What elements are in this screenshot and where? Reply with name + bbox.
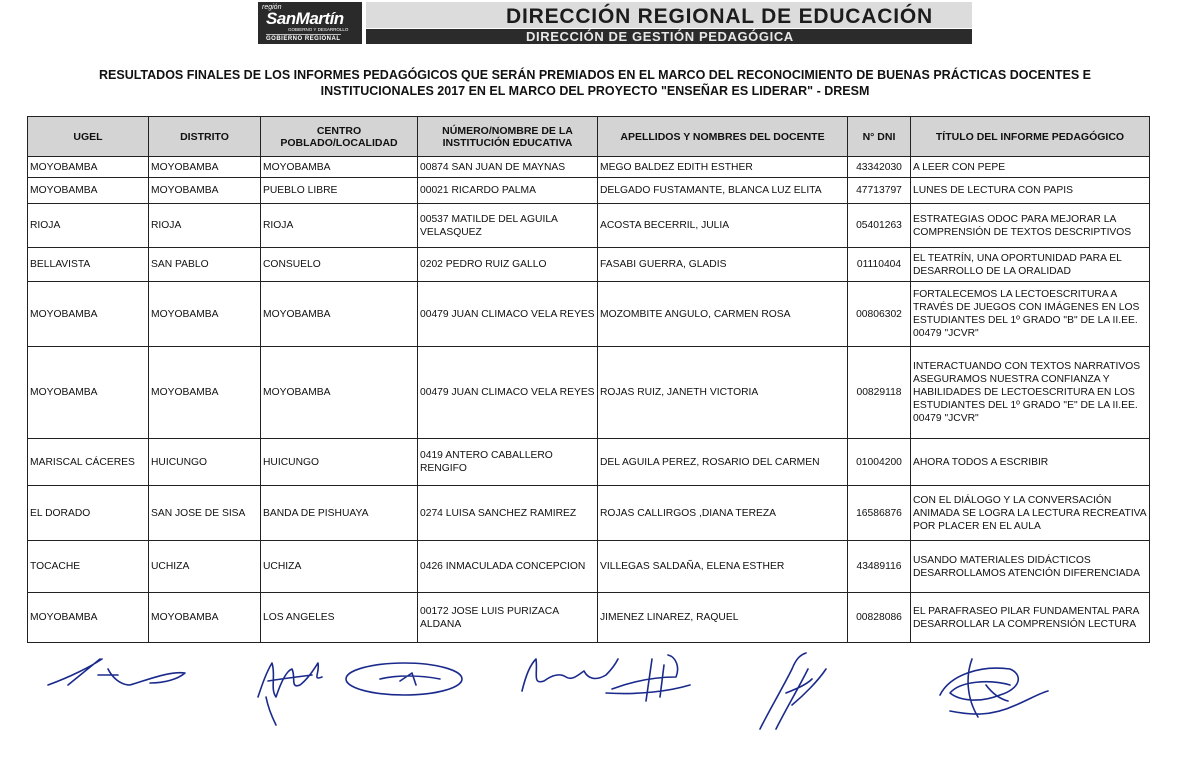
col-header-distrito: DISTRITO <box>149 117 261 157</box>
header-banner <box>258 2 972 44</box>
results-table <box>27 116 1150 643</box>
cell-distrito: HUICUNGO <box>149 439 261 486</box>
col-header-docente: APELLIDOS Y NOMBRES DEL DOCENTE <box>598 117 848 157</box>
table-row <box>28 541 1150 593</box>
cell-titulo: A LEER CON PEPE <box>911 157 1150 178</box>
table-row <box>28 204 1150 248</box>
cell-ugel: BELLAVISTA <box>28 248 149 282</box>
cell-institucion: 00537 MATILDE DEL AGUILA VELASQUEZ <box>418 204 598 248</box>
signature-6 <box>940 659 1048 717</box>
title-bar <box>366 2 972 28</box>
cell-docente: FASABI GUERRA, GLADIS <box>598 248 848 282</box>
logo-brand-text: SanMartín <box>266 9 344 28</box>
cell-docente: VILLEGAS SALDAÑA, ELENA ESTHER <box>598 541 848 593</box>
cell-titulo: LUNES DE LECTURA CON PAPIS <box>911 178 1150 204</box>
heading-line-2: INSTITUCIONALES 2017 EN EL MARCO DEL PROYECTO "ENSEÑAR ES LIDERAR" - DRESM <box>320 84 870 98</box>
cell-centro: MOYOBAMBA <box>261 347 418 439</box>
cell-institucion: 00172 JOSE LUIS PURIZACA ALDANA <box>418 593 598 643</box>
cell-docente: ROJAS CALLIRGOS ,DIANA TEREZA <box>598 486 848 541</box>
col-header-dni: N° DNI <box>848 117 911 157</box>
cell-ugel: MARISCAL CÁCERES <box>28 439 149 486</box>
cell-ugel: EL DORADO <box>28 486 149 541</box>
col-header-titulo: TÍTULO DEL INFORME PEDAGÓGICO <box>911 117 1150 157</box>
cell-distrito: MOYOBAMBA <box>149 157 261 178</box>
cell-centro: MOYOBAMBA <box>261 157 418 178</box>
cell-distrito: SAN JOSE DE SISA <box>149 486 261 541</box>
table-row <box>28 486 1150 541</box>
cell-institucion: 00479 JUAN CLIMACO VELA REYES <box>418 347 598 439</box>
cell-centro: HUICUNGO <box>261 439 418 486</box>
table-row <box>28 593 1150 643</box>
cell-centro: BANDA DE PISHUAYA <box>261 486 418 541</box>
cell-distrito: SAN PABLO <box>149 248 261 282</box>
table-header-row <box>28 117 1150 157</box>
signature-4 <box>522 655 690 701</box>
cell-docente: DELGADO FUSTAMANTE, BLANCA LUZ ELITA <box>598 178 848 204</box>
cell-titulo: USANDO MATERIALES DIDÁCTICOS DESARROLLAMOS ATENCIÓN DIFERENCIADA <box>911 541 1150 593</box>
cell-distrito: RIOJA <box>149 204 261 248</box>
cell-titulo: ESTRATEGIAS ODOC PARA MEJORAR LA COMPRENSIÓN DE TEXTOS DESCRIPTIVOS <box>911 204 1150 248</box>
cell-centro: MOYOBAMBA <box>261 282 418 347</box>
logo-region-text: región <box>262 4 282 11</box>
cell-titulo: CON EL DIÁLOGO Y LA CONVERSACIÓN ANIMADA SE LOGRA LA LECTURA RECREATIVA POR PLACER EN EL AULA <box>911 486 1150 541</box>
signatures-area <box>0 645 1191 761</box>
cell-institucion: 00479 JUAN CLIMACO VELA REYES <box>418 282 598 347</box>
cell-institucion: 0274 LUISA SANCHEZ RAMIREZ <box>418 486 598 541</box>
cell-distrito: MOYOBAMBA <box>149 282 261 347</box>
cell-institucion: 0419 ANTERO CABALLERO RENGIFO <box>418 439 598 486</box>
cell-docente: DEL AGUILA PEREZ, ROSARIO DEL CARMEN <box>598 439 848 486</box>
logo-subtext: GOBIERNO Y DESARROLLO <box>288 27 349 32</box>
cell-institucion: 0202 PEDRO RUIZ GALLO <box>418 248 598 282</box>
cell-centro: LOS ANGELES <box>261 593 418 643</box>
table-row <box>28 439 1150 486</box>
cell-titulo: INTERACTUANDO CON TEXTOS NARRATIVOS ASEGURAMOS NUESTRA CONFIANZA Y HABILIDADES DE LECTOESCRITURA EN LOS ESTUDIANTES DEL 1º GRADO "E" DE LA II.EE. 00479 "JCVR" <box>911 347 1150 439</box>
cell-dni: 05401263 <box>848 204 911 248</box>
heading-line-1: RESULTADOS FINALES DE LOS INFORMES PEDAGÓGICOS QUE SERÁN PREMIADOS EN EL MARCO DEL RECONOCIMIENTO DE BUENAS PRÁCTICAS DOCENTES E <box>99 68 1091 82</box>
page-title: DIRECCIÓN REGIONAL DE EDUCACIÓN <box>506 5 933 28</box>
cell-dni: 00828086 <box>848 593 911 643</box>
cell-ugel: MOYOBAMBA <box>28 347 149 439</box>
cell-dni: 00829118 <box>848 347 911 439</box>
table-row <box>28 282 1150 347</box>
cell-dni: 16586876 <box>848 486 911 541</box>
cell-ugel: MOYOBAMBA <box>28 282 149 347</box>
table-row <box>28 157 1150 178</box>
cell-docente: MEGO BALDEZ EDITH ESTHER <box>598 157 848 178</box>
signature-2 <box>258 663 322 725</box>
document-heading <box>30 67 1160 99</box>
cell-ugel: RIOJA <box>28 204 149 248</box>
cell-titulo: FORTALECEMOS LA LECTOESCRITURA A TRAVÉS DE JUEGOS CON IMÁGENES EN LOS ESTUDIANTES DEL 1º GRADO "B" DE LA II.EE. 00479 "JCVR" <box>911 282 1150 347</box>
col-header-centro-poblado: CENTRO POBLADO/LOCALIDAD <box>261 117 418 157</box>
cell-institucion: 00021 RICARDO PALMA <box>418 178 598 204</box>
signature-5 <box>760 653 826 729</box>
cell-institucion: 0426 INMACULADA CONCEPCION <box>418 541 598 593</box>
cell-centro: RIOJA <box>261 204 418 248</box>
col-header-institucion: NÚMERO/NOMBRE DE LA INSTITUCIÓN EDUCATIVA <box>418 117 598 157</box>
cell-dni: 01004200 <box>848 439 911 486</box>
cell-centro: UCHIZA <box>261 541 418 593</box>
cell-centro: CONSUELO <box>261 248 418 282</box>
cell-distrito: MOYOBAMBA <box>149 593 261 643</box>
cell-distrito: UCHIZA <box>149 541 261 593</box>
cell-distrito: MOYOBAMBA <box>149 178 261 204</box>
table-row <box>28 248 1150 282</box>
cell-titulo: AHORA TODOS A ESCRIBIR <box>911 439 1150 486</box>
cell-institucion: 00874 SAN JUAN DE MAYNAS <box>418 157 598 178</box>
page-subtitle: DIRECCIÓN DE GESTIÓN PEDAGÓGICA <box>526 29 794 44</box>
cell-dni: 00806302 <box>848 282 911 347</box>
cell-ugel: TOCACHE <box>28 541 149 593</box>
cell-titulo: EL PARAFRASEO PILAR FUNDAMENTAL PARA DESARROLLAR LA COMPRENSIÓN LECTURA <box>911 593 1150 643</box>
signature-3 <box>346 663 462 695</box>
cell-dni: 47713797 <box>848 178 911 204</box>
cell-docente: ROJAS RUIZ, JANETH VICTORIA <box>598 347 848 439</box>
table-row <box>28 347 1150 439</box>
cell-dni: 01110404 <box>848 248 911 282</box>
cell-dni: 43342030 <box>848 157 911 178</box>
subtitle-bar <box>366 29 972 44</box>
table-row <box>28 178 1150 204</box>
cell-distrito: MOYOBAMBA <box>149 347 261 439</box>
col-header-ugel: UGEL <box>28 117 149 157</box>
cell-ugel: MOYOBAMBA <box>28 593 149 643</box>
cell-dni: 43489116 <box>848 541 911 593</box>
cell-ugel: MOYOBAMBA <box>28 178 149 204</box>
logo-gov-text: GOBIERNO REGIONAL <box>266 36 341 42</box>
gobierno-regional-logo <box>258 2 362 44</box>
cell-centro: PUEBLO LIBRE <box>261 178 418 204</box>
signature-1 <box>48 659 185 685</box>
cell-docente: JIMENEZ LINAREZ, RAQUEL <box>598 593 848 643</box>
cell-docente: MOZOMBITE ANGULO, CARMEN ROSA <box>598 282 848 347</box>
cell-ugel: MOYOBAMBA <box>28 157 149 178</box>
cell-docente: ACOSTA BECERRIL, JULIA <box>598 204 848 248</box>
cell-titulo: EL TEATRÍN, UNA OPORTUNIDAD PARA EL DESARROLLO DE LA ORALIDAD <box>911 248 1150 282</box>
